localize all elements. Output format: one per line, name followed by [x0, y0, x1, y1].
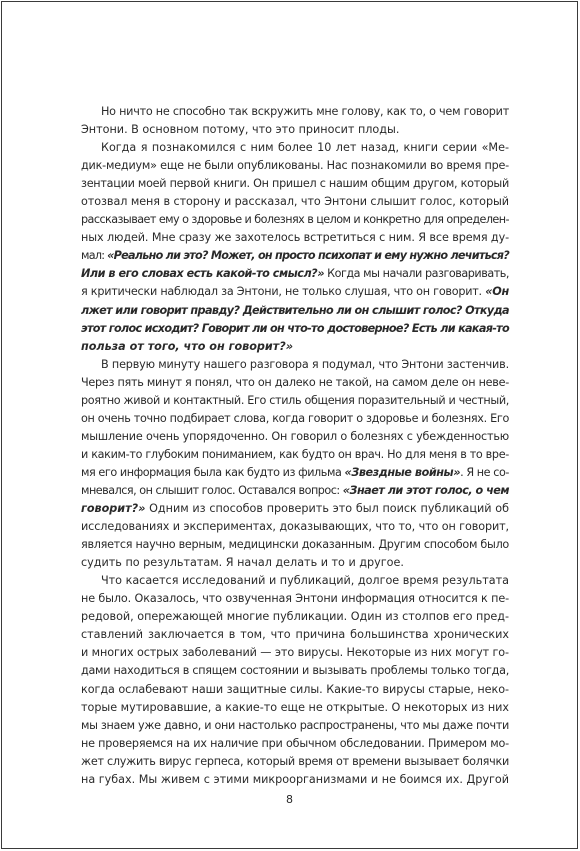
text-segment: отозвал меня в сторону и рассказал, что Энтони слышит голос, который	[81, 195, 509, 209]
text-segment: Одним из способов проверить это был поиск публикаций об	[145, 502, 509, 516]
text-segment: мя его информация была как будто из фильма	[81, 465, 345, 479]
text-line	[81, 518, 509, 536]
text-line	[81, 374, 509, 392]
text-segment: когда ослабевают наши защитные силы. Какие-то вирусы старые, неко-	[81, 682, 509, 696]
text-line	[81, 265, 509, 283]
text-line	[81, 139, 509, 157]
text-line	[81, 572, 509, 590]
text-segment: является научно верным, медицински доказанным. Другим способом было	[81, 538, 509, 552]
text-line	[81, 590, 509, 608]
text-line	[81, 320, 509, 338]
text-segment: мы знаем уже давно, и они настолько распространены, что мы даже почти	[81, 718, 509, 732]
text-line	[81, 283, 509, 301]
emphasis-text: «Знает ли этот голос, о чем	[342, 483, 510, 497]
text-segment: мал:	[81, 249, 108, 263]
text-line	[81, 229, 509, 247]
text-line	[81, 699, 509, 717]
text-line	[81, 717, 509, 735]
text-line	[81, 500, 509, 518]
text-segment: дик-медиум» еще не были опубликованы. Нас познакомили во время пре-	[81, 159, 509, 173]
text-segment: он очень точно подбирает слова, когда говорит о здоровье и болезнях. Его	[81, 411, 510, 425]
body-text	[81, 103, 509, 789]
emphasis-text: «Он	[485, 285, 509, 299]
text-line	[81, 608, 509, 626]
text-line	[81, 771, 509, 789]
emphasis-text: польза от того, что он говорит?»	[81, 339, 293, 353]
text-line	[81, 536, 509, 554]
text-segment: мышление очень упорядоченно. Он говорил о болезнях с убежденностью	[81, 429, 509, 443]
text-segment: Что касается исследований и публикаций, долгое время результата	[101, 574, 509, 588]
text-segment: я критически наблюдал за Энтони, не только слушая, что он говорит.	[81, 285, 486, 299]
text-segment: дами находиться в спящем состоянии и вызывать проблемы только тогда,	[81, 664, 509, 678]
text-segment: Через пять минут я понял, что он далеко не такой, на самом деле он неве-	[81, 375, 510, 389]
text-line	[81, 193, 509, 211]
text-line	[81, 735, 509, 753]
text-segment: торые мутировавшие, а какие-то еще не открытые. О некоторых из них	[81, 700, 510, 714]
text-line	[81, 410, 509, 428]
text-line	[81, 157, 509, 175]
book-page	[1, 1, 578, 849]
text-line	[81, 211, 509, 229]
text-segment: В первую минуту нашего разговора я подумал, что Энтони застенчив.	[101, 357, 509, 371]
text-segment: и многих острых заболеваний — это вирусы. Некоторые из них могут го-	[81, 646, 509, 660]
page-number: 8	[286, 793, 293, 806]
text-segment: не было. Оказалось, что озвученная Энтони информация относится к пе-	[81, 592, 510, 606]
text-segment: жет служить вирус герпеса, который время от времени вызывает болячки	[81, 754, 509, 768]
text-line	[81, 302, 509, 320]
text-segment: Когда мы начали разговаривать,	[324, 267, 510, 281]
text-line	[81, 392, 509, 410]
text-segment: исследованиях и экспериментах, доказывающих, что то, что он говорит,	[81, 520, 509, 534]
text-line	[81, 121, 509, 139]
text-line	[81, 753, 509, 771]
text-segment: и каким-то глубоким пониманием, как будто он врач. Но для меня в то вре-	[81, 447, 509, 461]
emphasis-text: Или в его словах есть какой-то смысл?»	[81, 267, 325, 281]
text-line	[81, 681, 509, 699]
text-line	[81, 356, 509, 374]
text-segment: Когда я познакомился с ним более 10 лет назад, книги серии «Ме-	[101, 141, 509, 155]
text-segment: роятно живой и контактный. Его стиль общения поразительный и честный,	[81, 393, 510, 407]
text-segment: Но ничто не способно так вскружить мне голову, как то, о чем говорит	[101, 105, 509, 118]
text-segment: ставлений заключается в том, что причина большинства хронических	[81, 628, 509, 642]
text-segment: судить по результатам. Я начал делать и то и другое.	[81, 556, 404, 570]
text-line	[81, 338, 509, 356]
text-line	[81, 662, 509, 680]
text-line	[81, 644, 509, 662]
text-line	[81, 554, 509, 572]
text-line	[81, 626, 509, 644]
emphasis-text: «Звездные войны»	[344, 465, 461, 479]
text-line	[81, 482, 509, 500]
text-segment: рассказывает ему о здоровье и болезнях в целом и конкретно для определен-	[81, 213, 509, 227]
text-segment: . Я не со-	[460, 465, 509, 479]
text-segment: Энтони. В основном потому, что это приносит плоды.	[81, 123, 400, 137]
text-line	[81, 247, 509, 265]
text-line	[81, 428, 509, 446]
text-line	[81, 446, 509, 464]
text-segment: зентации моей первой книги. Он пришел с нашим общим другом, который	[81, 177, 509, 191]
text-line	[81, 103, 509, 121]
emphasis-text: говорит?»	[81, 502, 146, 516]
text-segment: на губах. Мы живем с этими микроорганизмами и не боимся их. Другой	[81, 772, 509, 786]
text-segment: ных людей. Мне сразу же захотелось встретиться с ним. Я все время ду-	[81, 231, 510, 245]
text-line	[81, 175, 509, 193]
text-line	[81, 464, 509, 482]
text-segment: редовой, опережающей многие публикации. Один из столпов его пред-	[81, 610, 510, 624]
text-segment: не проверяемся на их наличие при обычном обследовании. Примером мо-	[81, 736, 509, 750]
text-segment: мневался, он слышит голос. Оставался вопрос:	[81, 483, 343, 497]
emphasis-text: лжет или говорит правду? Действительно ли он слышит голос? Откуда	[81, 303, 509, 317]
emphasis-text: «Реально ли это? Может, он просто психопат и ему нужно лечиться?	[107, 249, 510, 263]
emphasis-text: этот голос исходит? Говорит ли он что-то достоверное? Есть ли какая-то	[81, 321, 509, 335]
